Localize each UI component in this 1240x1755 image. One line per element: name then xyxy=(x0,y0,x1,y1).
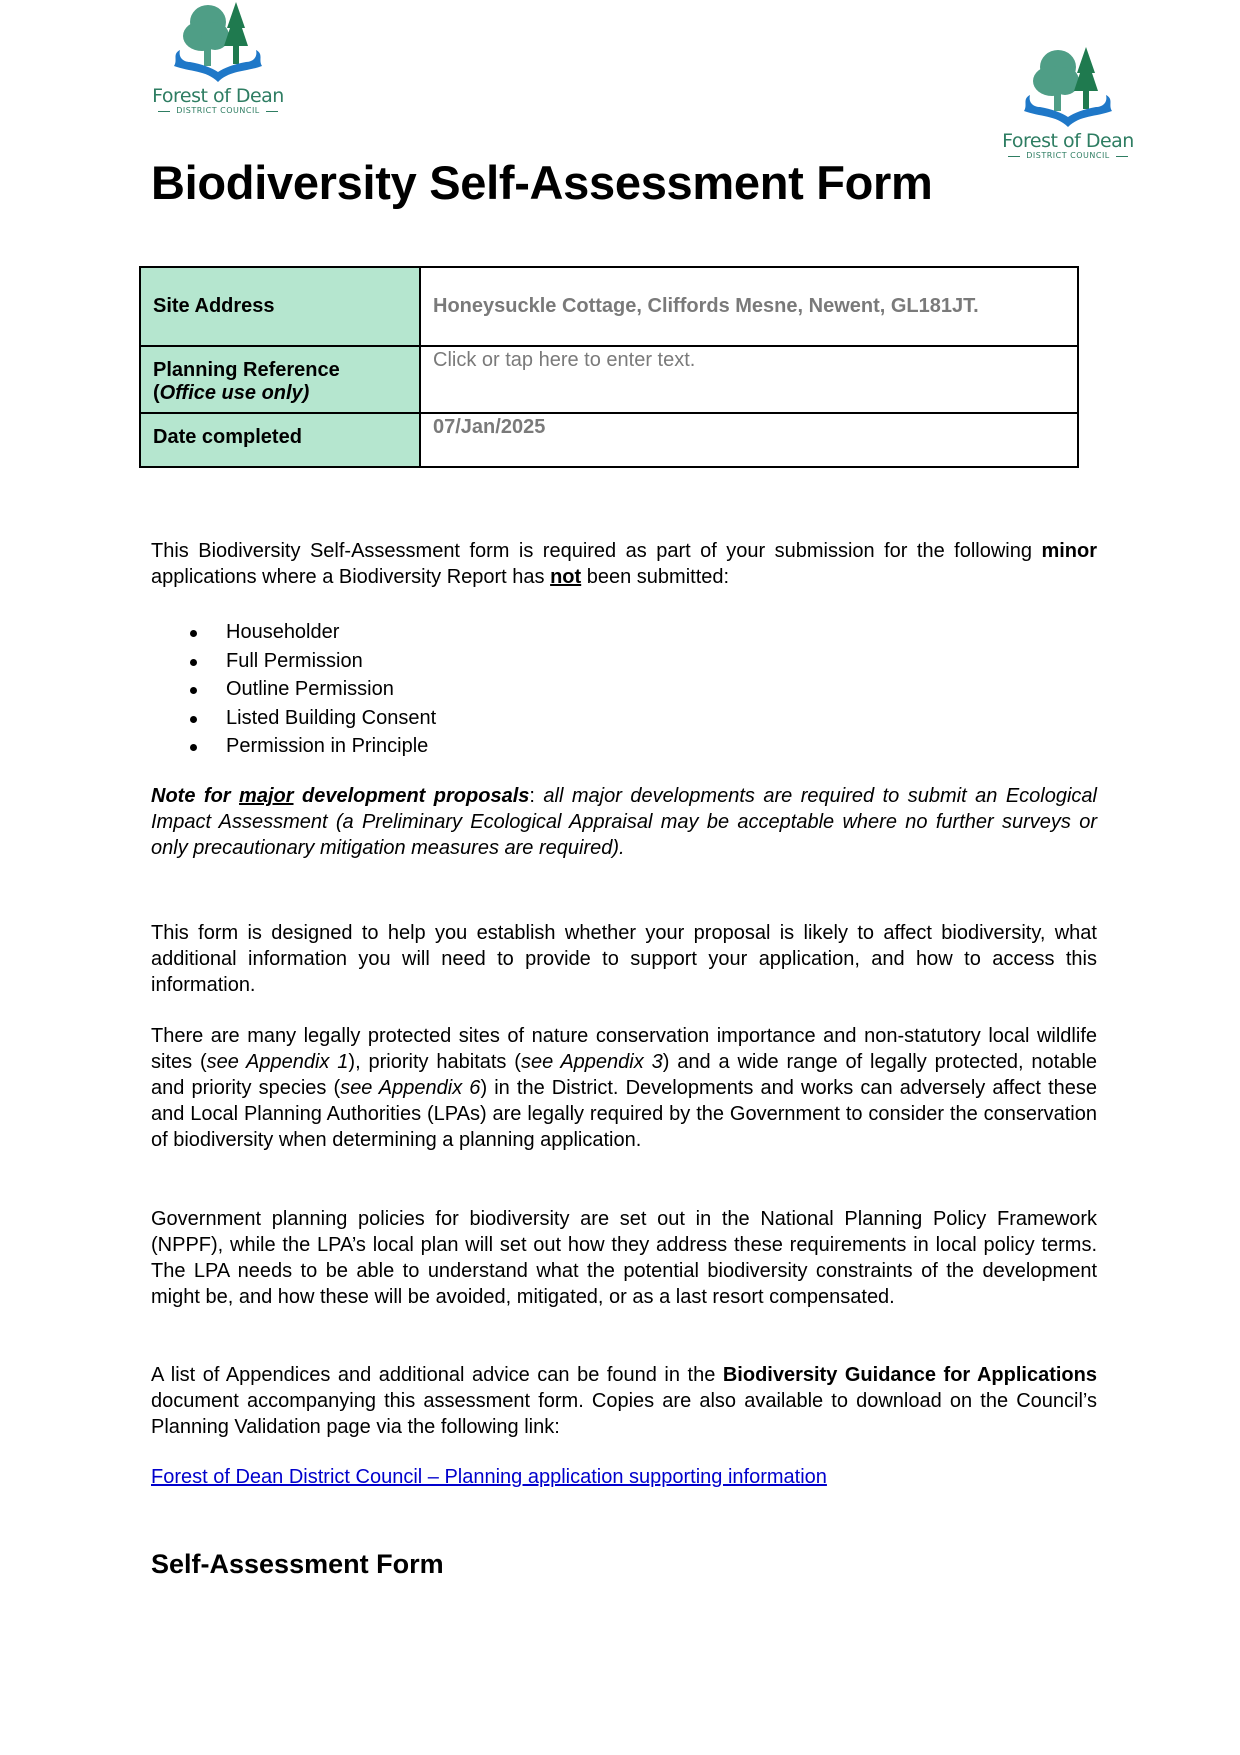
protected-sites-paragraph: There are many legally protected sites of nature conservation importance and non-statutory local wildlife sites (see Appendix 1), priority habitats (see Appendix 3) and a wide range of legally protected, notable and priority species (see Appendix 6) in the District. Developments and works can adversely affect these and Local Planning Authorities (LPAs) are legally required by the Government to consider the conservation of biodiversity when determining a planning application. xyxy=(151,1025,1098,1151)
forest-of-dean-emblem-icon xyxy=(160,0,276,84)
site-address-field[interactable]: Honeysuckle Cottage, Cliffords Mesne, Newent, GL181JT. xyxy=(420,267,1078,346)
logo-name: Forest of Dean xyxy=(1002,130,1134,152)
date-completed-field[interactable]: 07/Jan/2025 xyxy=(420,413,1078,467)
planning-policy-paragraph: Government planning policies for biodiversity are set out in the National Planning Policy Framework (NPPF), while the LPA’s local plan will set out how they address these requirements in local policy terms. The LPA needs to be able to understand what the potential biodiversity constraints of the development might be, and how these will be avoided, mitigated, or as a last resort compensated. xyxy=(151,1208,1097,1308)
council-logo-left xyxy=(148,0,288,116)
logo-name: Forest of Dean xyxy=(152,85,284,107)
page-title: Biodiversity Self-Assessment Form xyxy=(151,156,933,209)
planning-reference-field[interactable]: Click or tap here to enter text. xyxy=(420,346,1078,413)
list-item: Full Permission xyxy=(151,647,436,676)
major-development-note: Note for major development proposals: all major developments are required to submit an Ecological Impact Assessment (a Preliminary Ecological Appraisal may be acceptable where no further surveys or only precautionary mitigation measures are required). xyxy=(151,785,1097,859)
planning-reference-label: Planning Reference (Office use only) xyxy=(140,346,420,413)
logo-subtitle: DISTRICT COUNCIL xyxy=(998,151,1138,161)
list-item: Householder xyxy=(151,618,436,647)
list-item: Listed Building Consent xyxy=(151,704,436,733)
site-info-table xyxy=(139,266,1079,468)
section-heading: Self-Assessment Form xyxy=(151,1549,444,1579)
table-row-site-address xyxy=(140,267,1078,346)
logo-subtitle: DISTRICT COUNCIL xyxy=(148,106,288,116)
application-types-list xyxy=(151,618,436,761)
list-item: Outline Permission xyxy=(151,675,436,704)
table-row-date-completed xyxy=(140,413,1078,467)
intro-paragraph: This Biodiversity Self-Assessment form is required as part of your submission for the following minor applications where a Biodiversity Report has not been submitted: xyxy=(151,540,1097,588)
list-item: Permission in Principle xyxy=(151,732,436,761)
council-logo-right xyxy=(998,45,1138,161)
appendices-paragraph: A list of Appendices and additional advice can be found in the Biodiversity Guidance for Applications document accompanying this assessment form. Copies are also available to download on the Council’s Planning Validation page via the following link: xyxy=(151,1364,1097,1438)
site-address-label: Site Address xyxy=(140,267,420,346)
table-row-planning-reference xyxy=(140,346,1078,413)
forest-of-dean-emblem-icon xyxy=(1010,45,1126,129)
planning-supporting-info-link[interactable]: Forest of Dean District Council – Planning application supporting information xyxy=(151,1466,827,1488)
form-purpose-paragraph: This form is designed to help you establish whether your proposal is likely to affect biodiversity, what additional information you will need to provide to support your application, and how to access this information. xyxy=(151,922,1097,996)
date-completed-label: Date completed xyxy=(140,413,420,467)
